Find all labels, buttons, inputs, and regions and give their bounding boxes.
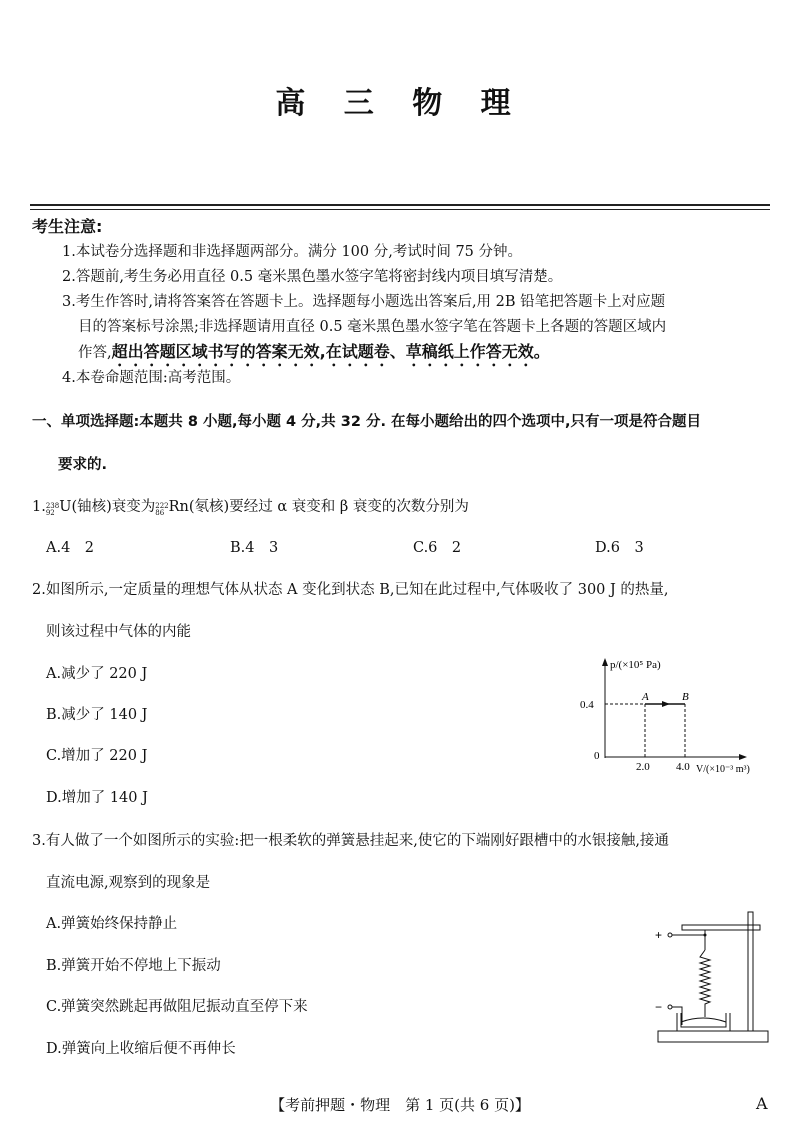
section-heading-cont: 要求的. — [58, 457, 108, 473]
option-a[interactable]: A.弹簧始终保持静止 — [46, 916, 178, 932]
spring — [700, 950, 710, 1017]
question-3: 3.有人做了一个如图所示的实验:把一根柔软的弹簧悬挂起来,使它的下端刚好跟槽中的水银接触,接通 — [32, 833, 669, 849]
page-title: 高 三 物 理 — [275, 86, 525, 121]
notice-item: 目的答案标号涂黑;非选择题请用直径 0.5 毫米黑色墨水签字笔在答题卡上各题的答题区域内 — [78, 319, 667, 335]
base — [658, 1031, 768, 1042]
divider — [30, 209, 770, 210]
option-b[interactable]: B.减少了 140 J — [46, 707, 148, 723]
divider — [30, 204, 770, 206]
plus-terminal: + — [655, 928, 663, 942]
mercury — [681, 1018, 726, 1022]
option-a[interactable]: A.减少了 220 J — [46, 666, 148, 682]
version-label: A — [756, 1094, 768, 1113]
notice-heading: 考生注意: — [32, 217, 103, 236]
origin-label: 0 — [594, 750, 600, 762]
notice-item: 1.本试卷分选择题和非选择题两部分。满分 100 分,考试时间 75 分钟。 — [62, 244, 523, 260]
q-num: 1. — [32, 499, 46, 515]
point-b-label: B — [682, 691, 689, 703]
nuclide-u: 238 92 — [45, 502, 60, 517]
notice-item: 2.答题前,考生务必用直径 0.5 毫米黑色墨水签字笔将密封线内项目填写清楚。 — [62, 269, 563, 285]
question-2: 2.如图所示,一定质量的理想气体从状态 A 变化到状态 B,已知在此过程中,气体吸收了 300 J 的热量, — [32, 582, 669, 598]
option-c[interactable]: C.弹簧突然跳起再做阻尼振动直至停下来 — [46, 999, 308, 1015]
x-tick: 4.0 — [676, 761, 690, 773]
notice-text: 作答, — [78, 345, 112, 361]
section-heading: 一、单项选择题:本题共 8 小题,每小题 4 分,共 32 分. 在每小题给出的四个选项中,只有一项是符合题目 — [32, 414, 702, 430]
notice-item: 3.考生作答时,请将答案答在答题卡上。选择题每小题选出答案后,用 2B 铅笔把答题卡上对应题 — [62, 294, 666, 310]
trough — [677, 1013, 730, 1031]
notice-item: 4.本卷命题范围:高考范围。 — [62, 370, 241, 386]
point-a-label: A — [642, 691, 649, 703]
arrow-icon — [662, 701, 670, 707]
nuclide-rn: 222 86 — [155, 502, 169, 517]
spring-apparatus — [640, 900, 780, 1050]
option-d[interactable]: D.弹簧向上收缩后便不再伸长 — [46, 1041, 236, 1057]
question-1 — [32, 495, 469, 517]
option-b[interactable]: B.4 3 — [230, 540, 279, 556]
option-d[interactable]: D.增加了 140 J — [46, 790, 148, 806]
option-b[interactable]: B.弹簧开始不停地上下振动 — [46, 958, 221, 974]
x-tick: 2.0 — [636, 761, 650, 773]
pv-graph — [570, 650, 770, 780]
question-2-cont: 则该过程中气体的内能 — [46, 624, 191, 640]
x-label: V/(×10⁻³ m³) — [696, 764, 750, 775]
option-c[interactable]: C.增加了 220 J — [46, 748, 148, 764]
option-c[interactable]: C.6 2 — [413, 540, 462, 556]
q-text: Rn(氡核)要经过 α 衰变和 β 衰变的次数分别为 — [168, 499, 469, 515]
q-text: U(铀核)衰变为 — [59, 499, 156, 515]
question-3-cont: 直流电源,观察到的现象是 — [46, 875, 211, 891]
minus-terminal: − — [655, 1000, 663, 1014]
y-label: p/(×10⁵ Pa) — [610, 659, 661, 671]
option-d[interactable]: D.6 3 — [595, 540, 644, 556]
notice-emphasis: 超出答题区域书写的答案无效,在试题卷、草稿纸上作答无效。 — [111, 342, 550, 361]
y-tick: 0.4 — [580, 699, 594, 711]
footer: 【考前押题・物理 第 1 页(共 6 页)】 — [270, 1096, 530, 1114]
option-a[interactable]: A.4 2 — [46, 540, 95, 556]
